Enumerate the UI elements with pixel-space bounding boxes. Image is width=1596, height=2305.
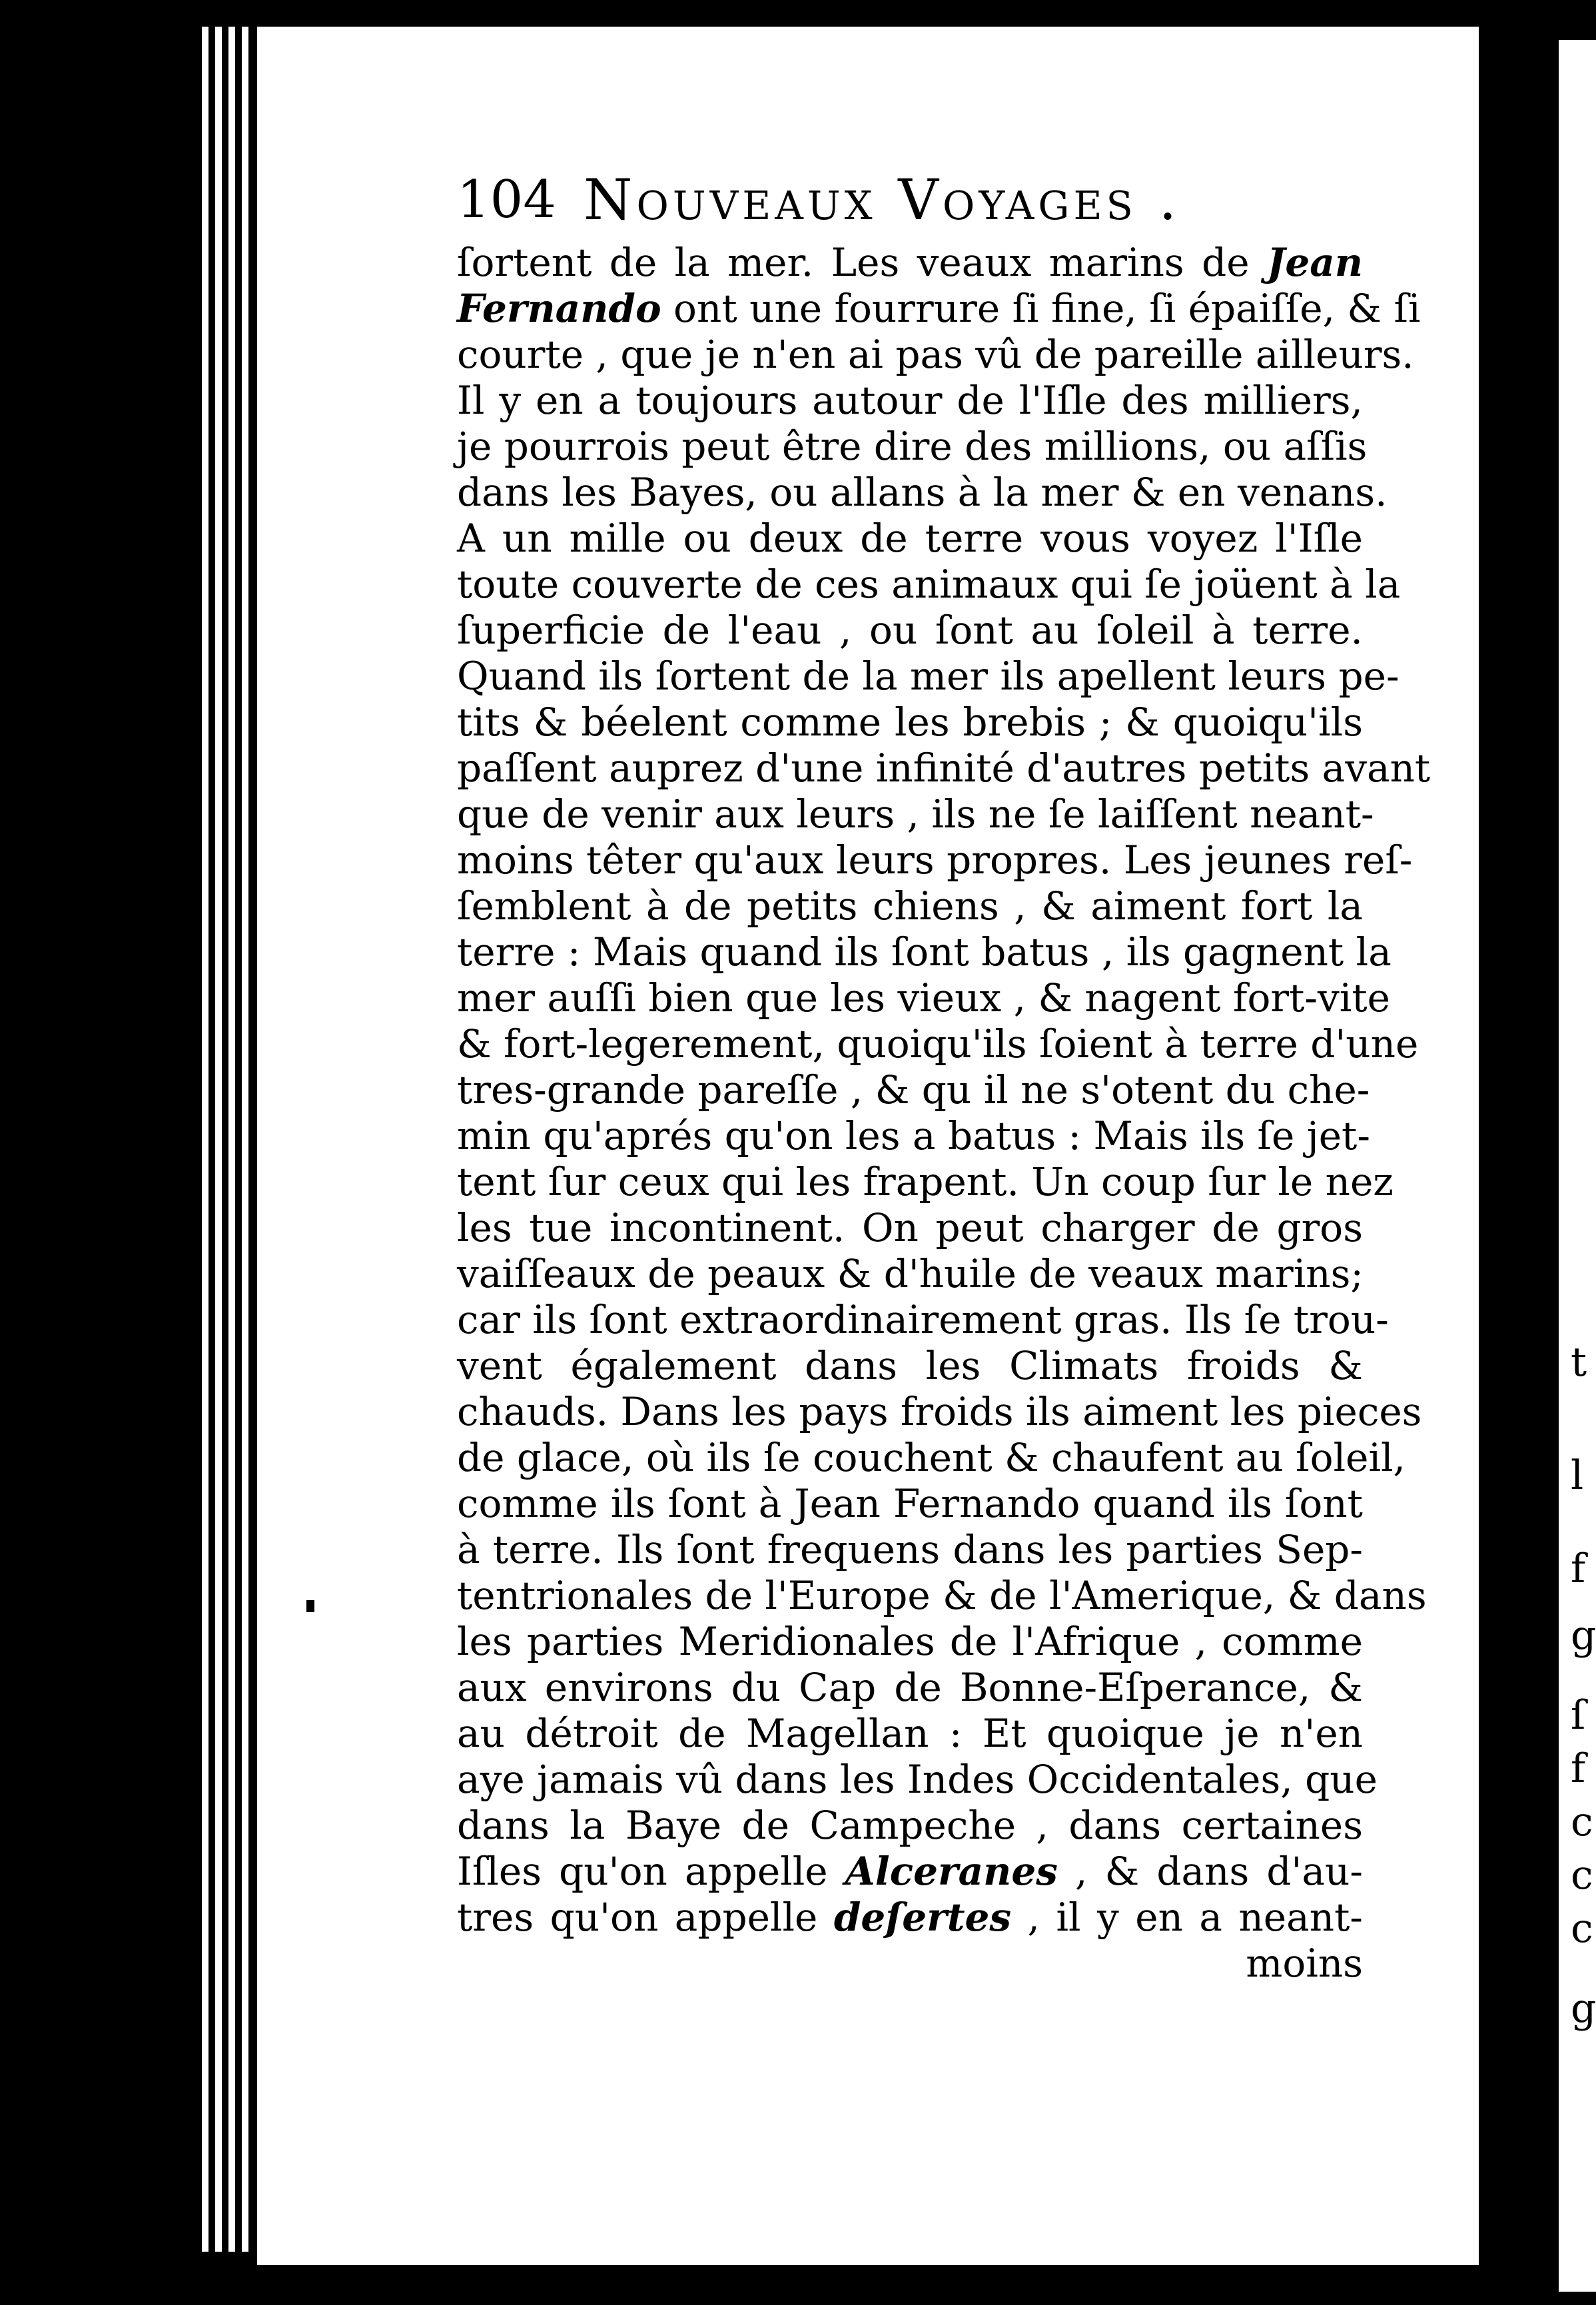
text-segment: ſemblent à de petits chiens , & aiment fort la bbox=[457, 883, 1363, 929]
text-segment: aye jamais vû dans les Indes Occidentales, que bbox=[457, 1757, 1378, 1802]
text-line bbox=[457, 562, 1401, 608]
neighbor-letter-fragment: c bbox=[1571, 1852, 1593, 1899]
text-line bbox=[457, 424, 1368, 470]
text-segment: les tue incontinent. On peut charger de gros bbox=[457, 1205, 1363, 1250]
text-segment: dans les Bayes, ou allans à la mer & en venans. bbox=[457, 470, 1388, 515]
text-segment: comme ils ſont à Jean Fernando quand ils ſont bbox=[457, 1481, 1363, 1526]
text-segment: & fort-legerement, quoiqu'ils ſoient à terre d'une bbox=[457, 1021, 1419, 1067]
text-line bbox=[457, 378, 1363, 424]
text-line bbox=[457, 1757, 1378, 1803]
text-segment: tres qu'on appelle bbox=[457, 1895, 834, 1940]
body-text bbox=[457, 240, 1431, 1941]
text-segment: Iſles qu'on appelle bbox=[457, 1849, 845, 1894]
text-segment: car ils ſont extraordinairement gras. Ils ſe trou- bbox=[457, 1297, 1389, 1342]
text-segment: les parties Meridionales de l'Afrique , comme bbox=[457, 1619, 1363, 1664]
neighbor-page-strip bbox=[1559, 40, 1596, 2292]
text-line bbox=[457, 286, 1421, 332]
text-segment: au détroit de Magellan : Et quoique je n'en bbox=[457, 1711, 1363, 1756]
ink-speck bbox=[306, 1600, 314, 1612]
page-edge bbox=[200, 27, 208, 2252]
neighbor-letter-fragment: f bbox=[1571, 1546, 1586, 1592]
text-segment: tres-grande pareſſe , & qu il ne s'otent du che- bbox=[457, 1067, 1370, 1113]
text-segment: je pourrois peut être dire des millions, ou aſſis bbox=[457, 424, 1368, 469]
text-line bbox=[457, 1619, 1363, 1665]
text-segment: mer auſſi bien que les vieux , & nagent fort-vite bbox=[457, 975, 1390, 1021]
book-spine-shadow bbox=[0, 0, 200, 2305]
text-segment: aux environs du Cap de Bonne-Eſperance, & bbox=[457, 1665, 1363, 1710]
text-segment: que de venir aux leurs , ils ne ſe laiſſent neant- bbox=[457, 791, 1374, 837]
text-line bbox=[457, 1665, 1363, 1711]
text-line bbox=[457, 745, 1431, 791]
text-line bbox=[457, 1113, 1370, 1159]
text-segment: tent ſur ceux qui les frapent. Un coup ſur le nez bbox=[457, 1159, 1394, 1204]
text-line bbox=[457, 654, 1399, 699]
text-line bbox=[457, 608, 1363, 654]
text-segment: ſortent de la mer. Les veaux marins de bbox=[457, 240, 1267, 285]
text-line bbox=[457, 791, 1374, 837]
text-line bbox=[457, 240, 1363, 286]
text-line bbox=[457, 699, 1363, 745]
text-line bbox=[457, 929, 1392, 975]
text-segment: terre : Mais quand ils ſont batus , ils gagnent la bbox=[457, 929, 1392, 975]
neighbor-letter-fragment: f bbox=[1571, 1745, 1586, 1792]
text-line bbox=[457, 1021, 1419, 1067]
text-line bbox=[457, 1067, 1370, 1113]
text-segment: paſſent auprez d'une infinité d'autres petits avant bbox=[457, 745, 1431, 791]
text-line bbox=[457, 1251, 1363, 1297]
text-segment: courte , que je n'en ai pas vû de pareille ailleurs. bbox=[457, 332, 1414, 377]
italic-word: Fernando bbox=[457, 286, 661, 331]
text-line bbox=[457, 837, 1413, 883]
page-edge bbox=[226, 27, 235, 2252]
text-line bbox=[457, 1481, 1363, 1527]
book-page bbox=[253, 27, 1483, 2265]
text-segment: dans la Baye de Campeche , dans certaines bbox=[457, 1803, 1363, 1848]
text-line bbox=[457, 975, 1390, 1021]
text-line bbox=[457, 516, 1363, 562]
text-line bbox=[457, 1849, 1363, 1895]
text-line bbox=[457, 1711, 1363, 1757]
text-line bbox=[457, 470, 1388, 516]
neighbor-letter-fragment: l bbox=[1571, 1452, 1584, 1499]
neighbor-letter-fragment: ſ bbox=[1571, 1692, 1586, 1739]
italic-word: deſertes bbox=[833, 1895, 1012, 1940]
catchword: moins bbox=[1246, 1941, 1363, 1986]
text-segment: vaiſſeaux de peaux & d'huile de veaux marins; bbox=[457, 1251, 1364, 1296]
text-line bbox=[457, 1527, 1363, 1573]
text-line bbox=[457, 1389, 1422, 1435]
text-segment: , il y en a neant- bbox=[1011, 1895, 1363, 1940]
text-line bbox=[457, 1803, 1363, 1849]
text-line bbox=[457, 332, 1414, 378]
text-segment: vent également dans les Climats froids & bbox=[457, 1343, 1363, 1388]
page-edge bbox=[240, 27, 248, 2252]
page-header bbox=[457, 160, 1363, 240]
page-edges-stack bbox=[200, 27, 253, 2252]
text-segment: ont une fourrure ſi fine, ſi épaiſſe, & ſi bbox=[661, 286, 1421, 331]
text-segment: min qu'aprés qu'on les a batus : Mais ils ſe jet- bbox=[457, 1113, 1370, 1158]
text-segment: à terre. Ils ſont frequens dans les parties Sep- bbox=[457, 1527, 1363, 1572]
text-segment: tentrionales de l'Europe & de l'Amerique, & dans bbox=[457, 1573, 1427, 1618]
text-line bbox=[457, 1297, 1389, 1343]
text-segment: de glace, où ils ſe couchent & chaufent au ſoleil, bbox=[457, 1435, 1405, 1480]
text-segment: tits & béelent comme les brebis ; & quoiqu'ils bbox=[457, 699, 1363, 745]
text-line bbox=[457, 1895, 1363, 1941]
text-line bbox=[457, 883, 1363, 929]
text-line bbox=[457, 1573, 1427, 1619]
text-segment: Il y en a toujours autour de l'Iſle des milliers, bbox=[457, 378, 1363, 423]
text-line bbox=[457, 1205, 1363, 1251]
italic-word: Alceranes bbox=[845, 1849, 1058, 1894]
text-segment: moins têter qu'aux leurs propres. Les jeunes reſ- bbox=[457, 837, 1413, 883]
text-line bbox=[457, 1435, 1405, 1481]
text-line bbox=[457, 1159, 1394, 1205]
text-segment: A un mille ou deux de terre vous voyez l'Iſle bbox=[457, 516, 1363, 561]
neighbor-letter-fragment: c bbox=[1571, 1905, 1593, 1952]
italic-word: Jean bbox=[1266, 240, 1363, 285]
text-line bbox=[457, 1343, 1363, 1389]
page-content bbox=[457, 160, 1431, 1987]
page-edge bbox=[213, 27, 222, 2252]
neighbor-letter-fragment: t bbox=[1571, 1339, 1587, 1386]
page-number: 104 bbox=[457, 170, 556, 230]
text-segment: toute couverte de ces animaux qui ſe joüent à la bbox=[457, 562, 1401, 607]
neighbor-letter-fragment: g bbox=[1571, 1985, 1596, 2032]
neighbor-letter-fragment: g bbox=[1571, 1612, 1596, 1659]
text-segment: chauds. Dans les pays froids ils aiment les pieces bbox=[457, 1389, 1422, 1434]
neighbor-letter-fragment: c bbox=[1571, 1799, 1593, 1845]
text-segment: ſuperficie de l'eau , ou ſont au ſoleil à terre. bbox=[457, 608, 1363, 653]
running-title: Nouveaux Voyages . bbox=[584, 167, 1181, 232]
text-segment: , & dans d'au- bbox=[1057, 1849, 1363, 1894]
text-segment: Quand ils ſortent de la mer ils apellent leurs pe- bbox=[457, 654, 1399, 699]
